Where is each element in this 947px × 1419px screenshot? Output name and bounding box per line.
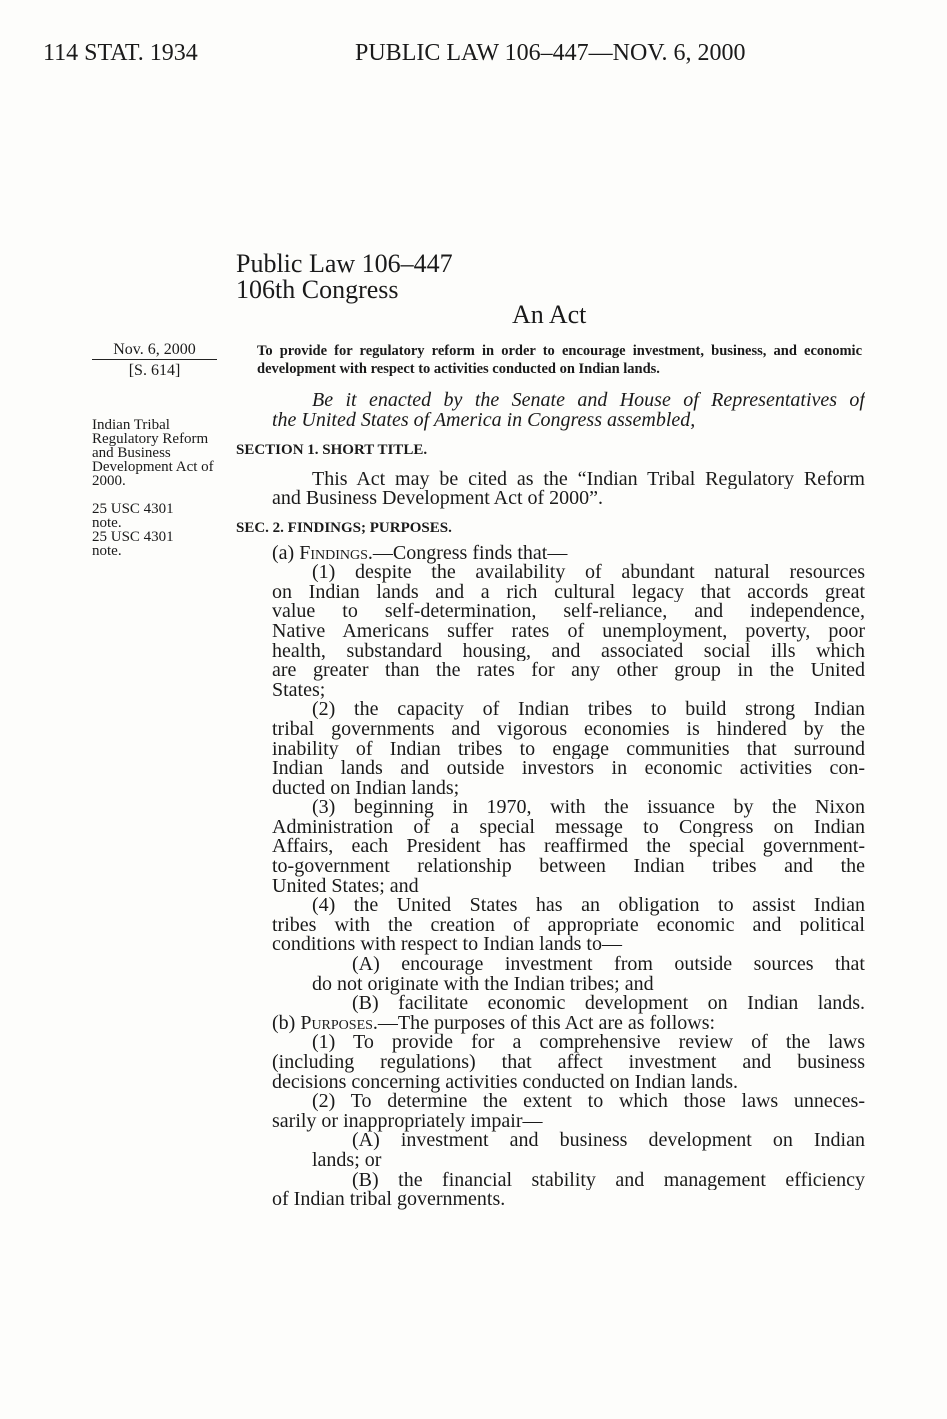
margin-short-title: Indian Tribal Regulatory Reform and Business Development Act of 2000. [92,417,214,489]
finding-line: conditions with respect to Indian lands to— [272,933,622,956]
subsection-a-heading [272,541,865,564]
text: .—Congress finds that— [367,541,568,564]
finding-line: do not originate with the Indian tribes; and [312,972,654,995]
label: (a) [272,541,300,564]
section-1-text: This Act may be cited as the “Indian Tribal Regulatory Reform [312,469,865,490]
purpose-line: (2) To determine the extent to which those laws unneces- [312,1092,865,1112]
enacting-clause: the United States of America in Congress assembled, [272,408,696,431]
purpose-line: (B) the financial stability and management efficiency [352,1170,865,1191]
finding-line: (3) beginning in 1970, with the issuance by the Nixon [312,798,865,818]
margin-divider [92,359,217,360]
subsection-b-heading [272,1011,865,1034]
purpose-line: (1) To provide for a comprehensive review of the laws [312,1033,865,1053]
finding-line: Affairs, each President has reaffirmed the special government- [272,837,865,858]
section-2-heading: SEC. 2. FINDINGS; PURPOSES. [236,519,452,536]
finding-line: tribal governments and vigorous economies is hindered by the [272,719,865,740]
finding-line: United States; and [272,874,419,897]
purpose-line: of Indian tribal governments. [272,1188,506,1211]
act-body [236,391,865,1211]
finding-line: (A) encourage investment from outside sources that [352,955,865,975]
act-purpose: To provide for regulatory reform in order to encourage investment, business, and economic development with respect to activities conducted on Indian lands. [257,343,862,377]
finding-line: Native Americans suffer rates of unemployment, poverty, poor [272,621,865,642]
finding-line: health, substandard housing, and associated social ills which [272,641,865,662]
finding-line: (1) despite the availability of abundant natural resources [312,563,865,583]
purpose-line: (including regulations) that affect investment and business [272,1053,865,1073]
section-1-heading: SECTION 1. SHORT TITLE. [236,442,428,459]
finding-line: Administration of a special message to Congress on Indian [272,817,865,838]
finding-line: inability of Indian tribes to engage communities that surround [272,739,865,760]
finding-line: value to self-determination, self-reliance, and independence, [272,602,865,622]
purpose-line: sarily or inappropriately impair— [272,1109,543,1132]
finding-line: (2) the capacity of Indian tribes to build strong Indian [312,700,865,720]
purpose-line: decisions concerning activities conducted on Indian lands. [272,1070,738,1093]
page-stat-number: 114 STAT. 1934 [43,40,198,66]
finding-line: to-government relationship between Indian tribes and the [272,857,865,877]
finding-line: Indian lands and outside investors in economic activities con- [272,759,865,779]
finding-line: on Indian lands and a rich cultural legacy that accords great [272,582,865,603]
finding-line: are greater than the rates for any other group in the United [272,661,865,681]
act-heading: An Act [512,300,587,329]
section-1-text: and Business Development Act of 2000”. [272,487,604,510]
purpose-line: (A) investment and business development on Indian [352,1131,865,1151]
finding-line: ducted on Indian lands; [272,776,460,799]
text: .—The purposes of this Act are as follows: [372,1011,716,1034]
margin-cite-1: 25 USC 4301 [92,501,174,517]
heading: Purposes [300,1011,373,1034]
margin-date: Nov. 6, 2000 [113,341,196,358]
enacting-clause: Be it enacted by the Senate and House of Representatives of [312,391,865,411]
running-header: PUBLIC LAW 106–447—NOV. 6, 2000 [355,40,746,66]
finding-line: States; [272,678,326,701]
margin-bill-number: [S. 614] [128,362,181,379]
congress-title: 106th Congress [236,275,399,304]
purpose-line: lands; or [312,1148,382,1171]
margin-note-1: note. [92,515,122,531]
heading: Findings [299,541,368,564]
label: (b) [272,1011,301,1034]
margin-cite-2: 25 USC 4301 [92,529,174,545]
finding-line: tribes with the creation of appropriate economic and political [272,915,865,936]
margin-note-2: note. [92,543,122,559]
finding-line: (4) the United States has an obligation to assist Indian [312,896,865,916]
public-law-title: Public Law 106–447 [236,249,453,278]
finding-line: (B) facilitate economic development on Indian lands. [352,994,865,1014]
